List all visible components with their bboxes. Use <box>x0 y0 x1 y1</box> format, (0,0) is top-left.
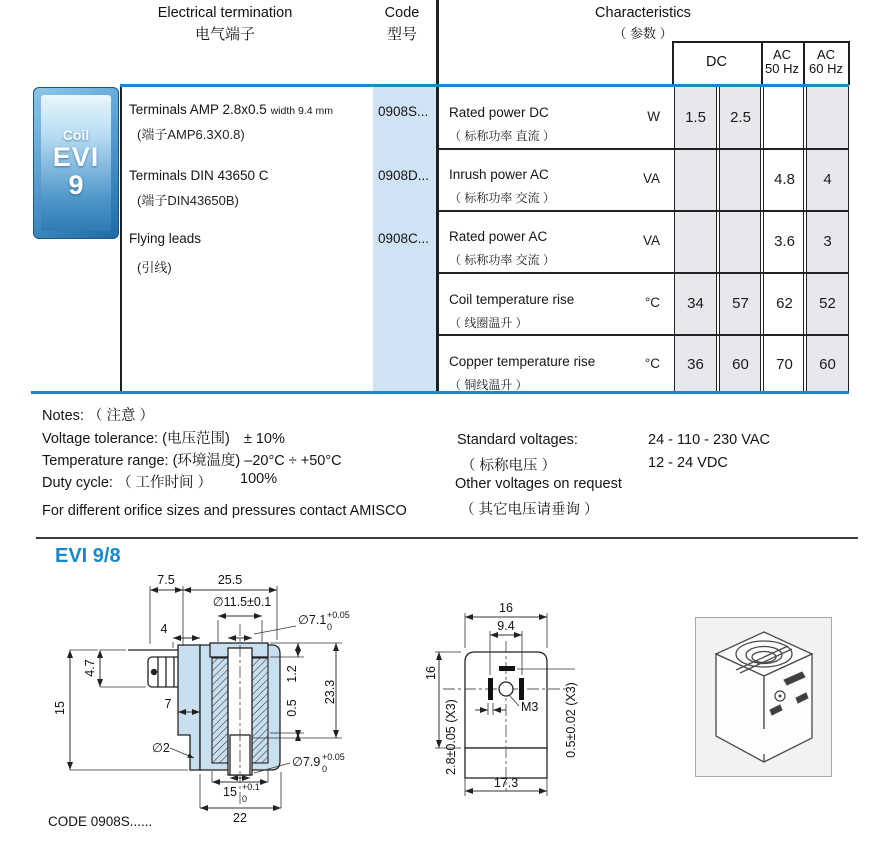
note-standard-voltages-zh: （ 标称电压 ） <box>461 458 557 474</box>
isometric-render-panel <box>695 617 832 777</box>
section-divider-rule <box>36 537 858 539</box>
svg-text:+0.05: +0.05 <box>327 610 350 620</box>
svg-text:25.5: 25.5 <box>217 573 243 587</box>
note-voltage-tolerance: Voltage tolerance: (电压范围) ± 10% <box>42 431 285 447</box>
header-characteristics-en: Characteristics <box>595 5 691 21</box>
svg-text:23.3: 23.3 <box>323 679 337 705</box>
cell-r4-ac60: 52 <box>819 295 836 312</box>
svg-text:+0.1: +0.1 <box>242 782 260 792</box>
row-label-copper-temp-rise: Copper temperature rise <box>449 354 596 369</box>
row-label-rated-power-dc-zh: （ 标称功率 直流 ） <box>449 129 556 143</box>
row-label-rated-power-ac: Rated power AC <box>449 229 548 244</box>
drawing-section-title: EVI 9/8 <box>55 545 121 567</box>
row-label-rated-power-dc: Rated power DC <box>449 105 549 120</box>
row-label-inrush-power-ac-zh: （ 标称功率 交流 ） <box>449 191 556 205</box>
note-temperature-range: Temperature range: (环境温度) –20°C ÷ +50°C <box>42 453 342 469</box>
side-section-drawing <box>40 560 375 840</box>
svg-text:7.5: 7.5 <box>157 573 175 587</box>
col-header-dc: DC <box>706 54 727 70</box>
code-0908d: 0908D... <box>378 168 430 183</box>
unit-va-1: VA <box>642 171 660 186</box>
code-0908s: 0908S... <box>378 104 429 119</box>
side-view-geometry <box>128 624 280 806</box>
unit-degc-2: °C <box>644 356 660 371</box>
isometric-coil-drawing <box>696 618 831 776</box>
unit-degc-1: °C <box>644 295 660 310</box>
row-label-rated-power-ac-zh: （ 标称功率 交流 ） <box>449 253 556 267</box>
cell-r3-ac60: 3 <box>823 233 832 250</box>
cell-r3-ac50: 3.6 <box>774 233 795 250</box>
badge-line-coil: Coil <box>62 127 90 143</box>
top-view-drawing <box>405 585 600 800</box>
value-column-dc2 <box>719 87 761 392</box>
note-other-voltages: Other voltages on request <box>455 476 622 492</box>
table-top-rule <box>120 84 849 87</box>
svg-text:M3: M3 <box>521 700 539 714</box>
cell-r4-ac50: 62 <box>776 295 793 312</box>
row-divider-1 <box>439 148 849 150</box>
svg-text:0.5±0.02 (X3): 0.5±0.02 (X3) <box>564 682 578 758</box>
header-electrical-termination-zh: 电气端子 <box>194 26 255 43</box>
unit-w: W <box>647 109 660 124</box>
notes-title: Notes: （ 注意 ） <box>42 408 154 424</box>
row-label-copper-temp-rise-zh: （ 铜线温升 ） <box>449 378 528 392</box>
cell-r1-dc2: 2.5 <box>730 109 751 126</box>
row-divider-3 <box>439 272 849 274</box>
row-label-inrush-power-ac: Inrush power AC <box>449 167 549 182</box>
unit-va-2: VA <box>642 233 660 248</box>
row-label-coil-temp-rise: Coil temperature rise <box>449 292 575 307</box>
note-vac-values: 24 - 110 - 230 VAC <box>648 432 770 448</box>
svg-text:4.7: 4.7 <box>83 659 97 677</box>
svg-text:∅2: ∅2 <box>152 741 170 755</box>
badge-line-evi: EVI <box>52 141 100 172</box>
cell-r4-dc2: 57 <box>732 295 749 312</box>
termination-row-amp-zh: (端子AMP6.3X0.8) <box>137 127 245 142</box>
row-divider-2 <box>439 210 849 212</box>
svg-text:16: 16 <box>499 601 513 615</box>
cell-r5-ac50: 70 <box>776 356 793 373</box>
cell-r5-dc1: 36 <box>687 356 704 373</box>
svg-text:0.5: 0.5 <box>285 699 299 717</box>
note-vdc-values: 12 - 24 VDC <box>648 455 728 471</box>
table-left-border <box>120 87 122 392</box>
header-characteristics-zh: （ 参数 ） <box>613 26 673 41</box>
isometric-coil-geometry <box>716 632 812 762</box>
svg-text:17.3: 17.3 <box>493 776 519 790</box>
svg-text:∅7.9: ∅7.9 <box>292 755 321 769</box>
row-divider-4 <box>439 334 849 336</box>
termination-row-leads-zh: (引线) <box>137 260 172 275</box>
svg-text:1.2: 1.2 <box>285 665 299 683</box>
header-electrical-termination-en: Electrical termination <box>157 5 293 21</box>
col-header-ac60: AC 60 Hz <box>809 47 843 76</box>
svg-text:15: 15 <box>223 785 237 799</box>
cell-r2-ac60: 4 <box>823 171 832 188</box>
cell-r2-ac50: 4.8 <box>774 171 795 188</box>
svg-text:0: 0 <box>242 794 248 804</box>
svg-text:16: 16 <box>424 666 438 680</box>
code-characteristics-divider <box>436 0 439 392</box>
header-code-zh: 型号 <box>386 26 417 43</box>
col-header-ac50: AC 50 Hz <box>765 47 799 76</box>
drawing-code-caption: CODE 0908S...... <box>48 814 153 829</box>
svg-text:+0.05: +0.05 <box>322 752 345 762</box>
svg-text:∅11.5±0.1: ∅11.5±0.1 <box>212 595 272 609</box>
svg-text:4: 4 <box>160 622 168 636</box>
badge-text <box>34 128 118 199</box>
termination-row-din-zh: (端子DIN43650B) <box>137 193 239 208</box>
row-label-coil-temp-rise-zh: （ 线圈温升 ） <box>449 316 528 330</box>
top-view-geometry <box>443 641 569 791</box>
termination-row-leads: Flying leads <box>129 231 202 246</box>
cell-r4-dc1: 34 <box>687 295 704 312</box>
cell-r5-dc2: 60 <box>732 356 749 373</box>
code-0908c: 0908C... <box>378 231 430 246</box>
termination-row-din: Terminals DIN 43650 C <box>129 168 269 183</box>
coil-evi9-badge <box>33 87 119 239</box>
svg-text:0: 0 <box>327 622 333 632</box>
note-orifice: For different orifice sizes and pressures contact AMISCO <box>42 503 407 519</box>
svg-text:7: 7 <box>164 697 172 711</box>
header-code-en: Code <box>384 5 420 21</box>
badge-line-9: 9 <box>68 170 84 201</box>
note-other-voltages-zh: （ 其它电压请垂询 ） <box>460 502 599 518</box>
svg-text:15: 15 <box>53 701 67 715</box>
cell-r1-dc1: 1.5 <box>685 109 706 126</box>
value-column-dc1 <box>674 87 717 392</box>
svg-text:22: 22 <box>233 811 247 825</box>
svg-text:2.8±0.05 (X3): 2.8±0.05 (X3) <box>444 699 458 775</box>
svg-text:0: 0 <box>322 764 328 774</box>
note-standard-voltages: Standard voltages: <box>457 432 578 448</box>
svg-text:9.4: 9.4 <box>497 619 515 633</box>
cell-r5-ac60: 60 <box>819 356 836 373</box>
termination-amp-width-note: width 9.4 mm <box>270 105 334 117</box>
table-bottom-rule <box>31 391 849 394</box>
termination-row-amp: Terminals AMP 2.8x0.5 width 9.4 mm <box>129 102 334 117</box>
note-duty-cycle: Duty cycle: （ 工作时间 ） 100% <box>42 471 278 491</box>
svg-text:∅7.1: ∅7.1 <box>298 613 327 627</box>
